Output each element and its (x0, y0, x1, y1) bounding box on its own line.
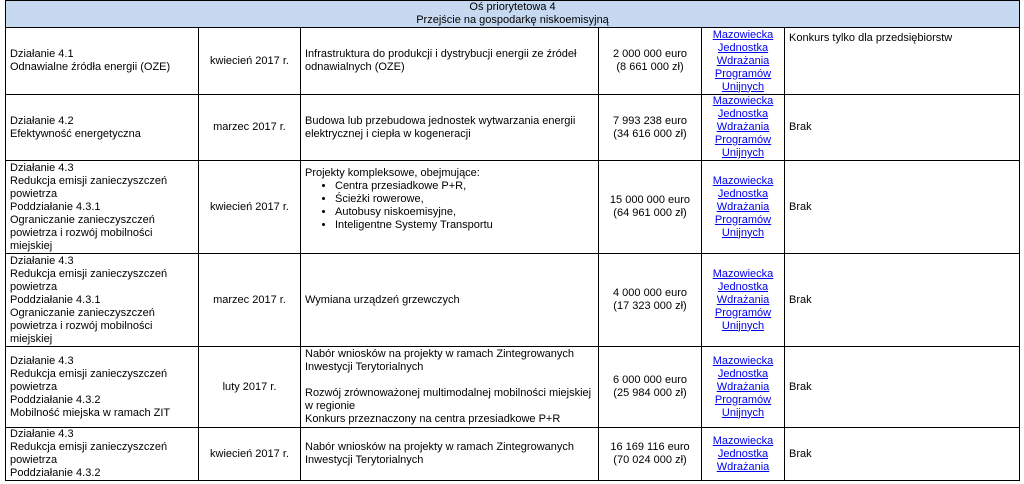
amount-eur: 16 169 116 euro (610, 441, 690, 453)
amount-cell (599, 347, 702, 428)
measure-line: Ograniczanie zanieczyszczeń powietrza i rozwój mobilności miejskiej (10, 213, 155, 252)
measure-line: Poddziałanie 4.3.2 (10, 393, 101, 406)
list-item: • Centra przesiadkowe P+R, (335, 180, 594, 193)
institution-link-line[interactable]: Jednostka (717, 108, 769, 120)
measure-line: Efektywność energetyczna (10, 127, 141, 140)
amount-eur: 7 993 238 euro (612, 114, 687, 127)
measure-line: Działanie 4.3 (10, 161, 74, 174)
amount-eur: 15 000 000 euro (609, 194, 691, 206)
measure-line: Redukcja emisji zanieczyszczeń powietrza (10, 441, 168, 466)
date-cell: kwiecień 2017 r. (199, 161, 301, 254)
description-cell (301, 95, 599, 161)
institution-link-line[interactable]: Programów (714, 306, 772, 319)
measure-line: Redukcja emisji zanieczyszczeń powietrza (10, 267, 168, 293)
list-item: • Autobusy niskoemisyjne, (335, 206, 594, 219)
amount-pln: (64 961 000 zł) (613, 207, 687, 219)
description-bullet-list (305, 180, 594, 232)
institution-link[interactable] (706, 435, 780, 474)
institution-link-line[interactable]: Programów (714, 393, 772, 406)
measure-line: Działanie 4.3 (10, 354, 74, 367)
measure-line: Działanie 4.3 (10, 428, 74, 440)
table-row (6, 428, 1020, 481)
description-text: Nabór wniosków na projekty w ramach Zintegrowanych Inwestycji Terytorialnych (305, 441, 575, 466)
institution-cell (702, 254, 785, 347)
measure-line: Redukcja emisji zanieczyszczeń powietrza (10, 367, 168, 393)
institution-cell (702, 28, 785, 95)
remarks-cell: Brak (785, 95, 1020, 161)
competition-schedule-table (5, 0, 1020, 481)
measure-line: Działanie 4.3 (10, 254, 74, 267)
measure-cell (6, 95, 199, 161)
description-text: Budowa lub przebudowa jednostek wytwarzania energii elektrycznej i ciepła w kogeneracji (305, 114, 576, 140)
institution-link-line[interactable]: Wdrażania (716, 460, 770, 473)
institution-link-line[interactable]: Wdrażania (716, 200, 770, 213)
measure-line: Działanie 4.2 (10, 114, 74, 127)
institution-link-line[interactable]: Mazowiecka (712, 267, 774, 280)
table-row (6, 28, 1020, 95)
description-cell (301, 347, 599, 428)
institution-link-line[interactable]: Mazowiecka (712, 354, 774, 367)
table-row (6, 254, 1020, 347)
measure-line: Redukcja emisji zanieczyszczeń powietrza (10, 174, 168, 200)
measure-line: Ograniczanie zanieczyszczeń powietrza i rozwój mobilności miejskiej (10, 306, 155, 345)
amount-pln: (25 984 000 zł) (613, 387, 687, 399)
remarks-cell: Brak (785, 161, 1020, 254)
priority-axis-title: Oś priorytetowa 4 (469, 1, 556, 13)
institution-link[interactable] (706, 95, 780, 160)
amount-pln: (8 661 000 zł) (616, 61, 684, 73)
description-text: Infrastruktura do produkcji i dystrybucji energii ze źródeł odnawialnych (OZE) (305, 48, 577, 73)
institution-link-line[interactable]: Wdrażania (716, 380, 770, 393)
institution-link-line[interactable]: Unijnych (721, 80, 765, 93)
priority-axis-header (6, 1, 1020, 28)
institution-link-line[interactable]: Unijnych (721, 226, 765, 239)
measure-cell (6, 347, 199, 428)
amount-eur: 2 000 000 euro (612, 48, 687, 60)
description-cell (301, 254, 599, 347)
institution-link-line[interactable]: Programów (714, 134, 772, 146)
institution-link-line[interactable]: Jednostka (717, 41, 769, 54)
institution-link-line[interactable]: Jednostka (717, 280, 769, 293)
measure-line: Poddziałanie 4.3.1 (10, 293, 101, 306)
description-cell (301, 161, 599, 254)
institution-link-line[interactable]: Jednostka (717, 447, 769, 460)
measure-line: Poddziałanie 4.3.2 (10, 467, 101, 479)
description-cell (301, 28, 599, 95)
amount-cell (599, 254, 702, 347)
amount-cell (599, 428, 702, 481)
date-cell: marzec 2017 r. (199, 95, 301, 161)
institution-link-line[interactable]: Mazowiecka (712, 434, 774, 447)
institution-link-line[interactable]: Unijnych (721, 319, 765, 332)
priority-axis-subtitle: Przejście na gospodarkę niskoemisyjną (416, 14, 609, 26)
measure-cell (6, 428, 199, 481)
measure-cell (6, 28, 199, 95)
description-text: Konkurs przeznaczony na centra przesiadkowe P+R (305, 413, 561, 425)
date-cell: kwiecień 2017 r. (199, 28, 301, 95)
measure-line: Poddziałanie 4.3.1 (10, 200, 101, 213)
amount-pln: (34 616 000 zł) (613, 127, 687, 140)
description-text: Nabór wniosków na projekty w ramach Zintegrowanych Inwestycji Terytorialnych (305, 348, 575, 373)
institution-link-line[interactable]: Unijnych (721, 406, 765, 419)
institution-link[interactable] (706, 175, 780, 240)
date-cell: kwiecień 2017 r. (199, 428, 301, 481)
remarks-cell: Brak (785, 428, 1020, 481)
institution-link-line[interactable]: Unijnych (721, 147, 765, 159)
amount-eur: 6 000 000 euro (612, 374, 687, 386)
measure-line: Odnawialne źródła energii (OZE) (10, 61, 171, 73)
institution-cell (702, 95, 785, 161)
description-cell (301, 428, 599, 481)
amount-pln: (70 024 000 zł) (613, 454, 687, 466)
measure-cell (6, 254, 199, 347)
institution-link-line[interactable]: Programów (714, 67, 772, 80)
date-cell: luty 2017 r. (199, 347, 301, 428)
institution-link-line[interactable]: Wdrażania (716, 293, 770, 306)
remarks-cell: Brak (785, 347, 1020, 428)
measure-line: Mobilność miejska w ramach ZIT (10, 406, 171, 419)
institution-link-line[interactable]: Mazowiecka (712, 95, 774, 107)
remarks-cell: Brak (785, 254, 1020, 347)
remarks-cell: Konkurs tylko dla przedsiębiorstw (785, 28, 1020, 95)
amount-cell (599, 161, 702, 254)
institution-cell (702, 428, 785, 481)
priority-axis-header-row (6, 1, 1020, 28)
description-text: Projekty kompleksowe, obejmujące: (305, 167, 480, 179)
institution-link-line[interactable]: Mazowiecka (712, 174, 774, 187)
institution-link-line[interactable]: Jednostka (717, 367, 769, 380)
measure-line: Działanie 4.1 (10, 48, 74, 60)
table-row (6, 161, 1020, 254)
list-item: • Ścieżki rowerowe, (335, 193, 594, 206)
institution-link[interactable] (706, 29, 780, 94)
date-cell: marzec 2017 r. (199, 254, 301, 347)
institution-cell (702, 161, 785, 254)
institution-link-line[interactable]: Programów (714, 213, 772, 226)
amount-eur: 4 000 000 euro (612, 287, 687, 299)
institution-link-line[interactable]: Wdrażania (716, 54, 770, 67)
institution-link-line[interactable]: Wdrażania (716, 121, 770, 133)
description-text: Rozwój zrównoważonej multimodalnej mobilności miejskiej w regionie (305, 387, 592, 412)
institution-link-line[interactable]: Mazowiecka (712, 28, 774, 41)
institution-link[interactable] (706, 268, 780, 333)
amount-cell (599, 28, 702, 95)
institution-link-line[interactable]: Jednostka (717, 187, 769, 200)
amount-cell (599, 95, 702, 161)
measure-cell (6, 161, 199, 254)
list-item: • Inteligentne Systemy Transportu (335, 219, 594, 232)
institution-link[interactable] (706, 355, 780, 420)
description-spacer (305, 374, 594, 387)
amount-pln: (17 323 000 zł) (613, 300, 687, 312)
table-row (6, 347, 1020, 428)
table-row (6, 95, 1020, 161)
description-text: Wymiana urządzeń grzewczych (305, 293, 460, 306)
institution-cell (702, 347, 785, 428)
